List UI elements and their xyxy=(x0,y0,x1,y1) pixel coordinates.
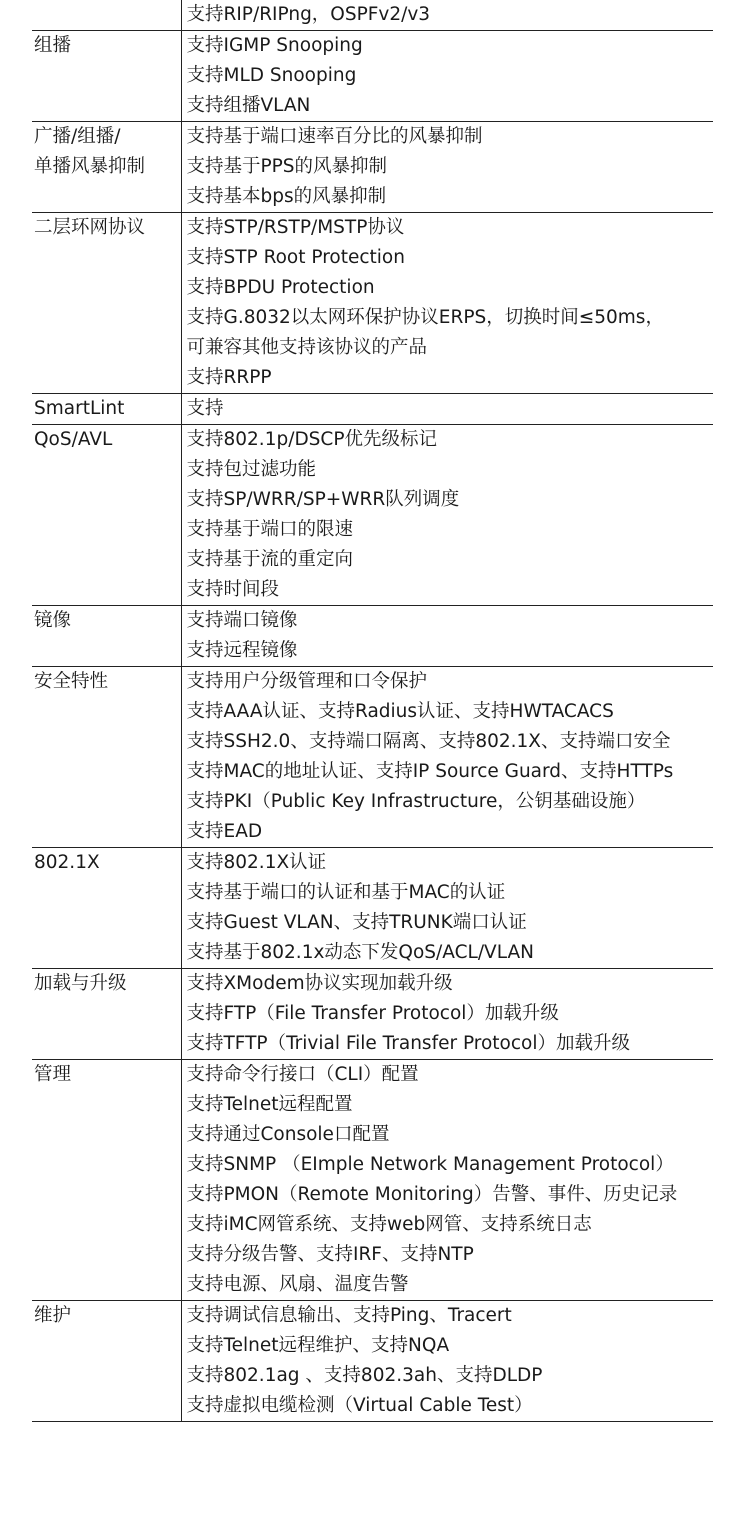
category-cell xyxy=(32,31,181,122)
features-cell xyxy=(181,667,713,848)
table-row xyxy=(32,969,713,1060)
feature-item: 支持通过Console口配置 xyxy=(186,1124,390,1145)
feature-item: 支持调试信息输出、支持Ping、Tracert xyxy=(186,1305,512,1326)
feature-item: 支持 xyxy=(186,398,224,419)
feature-item: 支持端口镜像 xyxy=(186,610,298,631)
feature-item: 支持XModem协议实现加载升级 xyxy=(186,973,453,994)
feature-item: 支持TFTP（Trivial File Transfer Protocol）加载升级 xyxy=(186,1033,631,1054)
category-cell xyxy=(32,394,181,425)
table-row xyxy=(32,848,713,969)
category-label: 安全特性 xyxy=(34,671,109,692)
feature-item: 支持STP/RSTP/MSTP协议 xyxy=(186,217,405,238)
table-row xyxy=(32,213,713,394)
category-label: 镜像 xyxy=(34,610,72,631)
feature-item: 支持STP Root Protection xyxy=(186,247,405,268)
table-row xyxy=(32,0,713,31)
feature-item: 支持SP/WRR/SP+WRR队列调度 xyxy=(186,489,460,510)
feature-item: 支持RIP/RIPng，OSPFv2/v3 xyxy=(186,4,431,25)
category-label: 802.1X xyxy=(34,852,100,873)
feature-item: 支持Guest VLAN、支持TRUNK端口认证 xyxy=(186,912,527,933)
category-cell xyxy=(32,848,181,969)
features-cell xyxy=(181,31,713,122)
features-cell xyxy=(181,1060,713,1301)
category-label xyxy=(34,0,181,30)
category-cell xyxy=(32,667,181,848)
feature-item: 支持基本bps的风暴抑制 xyxy=(186,186,387,207)
category-label: 管理 xyxy=(34,1064,72,1085)
feature-item: 支持基于端口速率百分比的风暴抑制 xyxy=(186,126,483,147)
features-cell xyxy=(181,606,713,667)
features-cell xyxy=(181,1301,713,1422)
feature-item: 支持AAA认证、支持Radius认证、支持HWTACACS xyxy=(186,701,614,722)
category-cell xyxy=(32,213,181,394)
category-label: 组播 xyxy=(34,35,72,56)
category-label: QoS/AVL xyxy=(34,429,113,450)
feature-item: 支持时间段 xyxy=(186,579,280,600)
feature-item: 支持远程镜像 xyxy=(186,640,298,661)
spec-table xyxy=(32,0,713,1422)
table-row xyxy=(32,1301,713,1422)
feature-item: 支持MAC的地址认证、支持IP Source Guard、支持HTTPs xyxy=(186,761,674,782)
table-row xyxy=(32,606,713,667)
category-label: 单播风暴抑制 xyxy=(34,156,146,177)
feature-item: 支持命令行接口（CLI）配置 xyxy=(186,1064,419,1085)
table-row xyxy=(32,667,713,848)
features-cell xyxy=(181,122,713,213)
category-label: 二层环网协议 xyxy=(34,217,146,238)
feature-item: 支持BPDU Protection xyxy=(186,277,375,298)
feature-item: 支持分级告警、支持IRF、支持NTP xyxy=(186,1244,474,1265)
spec-table-body xyxy=(32,0,713,1422)
features-cell xyxy=(181,0,713,31)
features-cell xyxy=(181,394,713,425)
feature-item: 支持802.1X认证 xyxy=(186,852,327,873)
feature-item: 支持PKI（Public Key Infrastructure，公钥基础设施） xyxy=(186,791,646,812)
feature-item: 支持基于流的重定向 xyxy=(186,549,354,570)
feature-item: 支持SNMP （EImple Network Management Protocol） xyxy=(186,1154,674,1175)
feature-item: 支持MLD Snooping xyxy=(186,65,357,86)
feature-item: 支持电源、风扇、温度告警 xyxy=(186,1274,409,1295)
feature-item: 支持用户分级管理和口令保护 xyxy=(186,671,428,692)
table-row xyxy=(32,122,713,213)
category-cell xyxy=(32,1301,181,1422)
category-label: 广播/组播/ xyxy=(34,126,121,147)
category-cell xyxy=(32,0,181,31)
features-cell xyxy=(181,213,713,394)
feature-item: 支持802.1p/DSCP优先级标记 xyxy=(186,429,438,450)
category-label: 维护 xyxy=(34,1305,72,1326)
category-label: SmartLint xyxy=(34,398,125,419)
category-cell xyxy=(32,122,181,213)
feature-item: 支持IGMP Snooping xyxy=(186,35,363,56)
feature-item: 支持SSH2.0、支持端口隔离、支持802.1X、支持端口安全 xyxy=(186,731,671,752)
feature-item: 支持RRPP xyxy=(186,367,272,388)
features-cell xyxy=(181,848,713,969)
feature-item: 支持基于802.1x动态下发QoS/ACL/VLAN xyxy=(186,942,534,963)
category-cell xyxy=(32,969,181,1060)
table-row xyxy=(32,31,713,122)
feature-item: 支持EAD xyxy=(186,821,263,842)
category-cell xyxy=(32,1060,181,1301)
table-row xyxy=(32,425,713,606)
category-cell xyxy=(32,606,181,667)
feature-item: 支持802.1ag 、支持802.3ah、支持DLDP xyxy=(186,1365,543,1386)
features-cell xyxy=(181,425,713,606)
feature-item: 支持G.8032以太网环保护协议ERPS，切换时间≤50ms， xyxy=(186,307,664,328)
feature-item: 可兼容其他支持该协议的产品 xyxy=(186,337,428,358)
feature-item: 支持iMC网管系统、支持web网管、支持系统日志 xyxy=(186,1214,592,1235)
table-row xyxy=(32,394,713,425)
feature-item: 支持基于端口的限速 xyxy=(186,519,354,540)
feature-item: 支持PMON（Remote Monitoring）告警、事件、历史记录 xyxy=(186,1184,678,1205)
features-cell xyxy=(181,969,713,1060)
table-row xyxy=(32,1060,713,1301)
feature-item: 支持基于PPS的风暴抑制 xyxy=(186,156,388,177)
category-cell xyxy=(32,425,181,606)
feature-item: 支持虚拟电缆检测（Virtual Cable Test） xyxy=(186,1395,533,1416)
feature-item: 支持FTP（File Transfer Protocol）加载升级 xyxy=(186,1003,559,1024)
feature-item: 支持Telnet远程配置 xyxy=(186,1094,353,1115)
feature-item: 支持Telnet远程维护、支持NQA xyxy=(186,1335,450,1356)
category-label: 加载与升级 xyxy=(34,973,127,994)
feature-item: 支持组播VLAN xyxy=(186,95,311,116)
feature-item: 支持基于端口的认证和基于MAC的认证 xyxy=(186,882,506,903)
feature-item: 支持包过滤功能 xyxy=(186,459,317,480)
